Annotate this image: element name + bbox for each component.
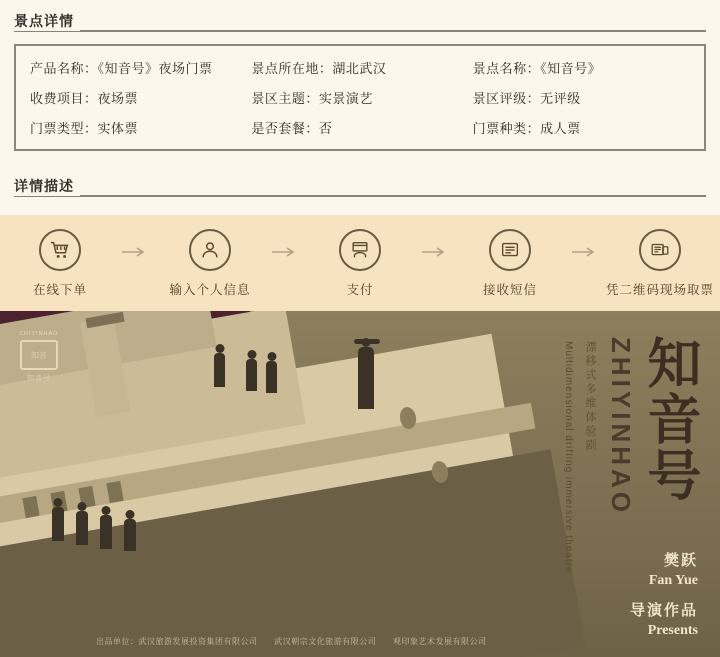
poster-subtitle-cn: 漂移式多维体验剧	[584, 341, 596, 453]
figure-head	[78, 502, 87, 511]
info-cell-ticket-category	[473, 118, 690, 137]
info-cell-theme	[251, 88, 468, 107]
figure-head	[215, 344, 224, 353]
info-cell-location	[251, 58, 468, 77]
step-label: 凭二维码现场取票	[606, 282, 715, 297]
figure-hat	[354, 339, 380, 344]
info-label: 收费项目：	[30, 91, 98, 106]
passenger-figure	[246, 359, 257, 391]
figure-head	[102, 506, 111, 515]
footer-credit-2: 武汉朝宗文化旅游有限公司	[274, 637, 377, 646]
step-label: 输入个人信息	[169, 282, 251, 297]
passenger-figure	[214, 353, 225, 387]
logo-top-text: ZHIYINHAO	[19, 331, 59, 337]
credit-role-cn: 导演作品	[629, 602, 698, 619]
passenger-figure	[76, 511, 88, 545]
section-header-attraction-details	[14, 0, 706, 36]
info-label: 门票类型：	[30, 121, 98, 136]
info-value: 《知音号》	[540, 61, 602, 76]
step-online-order	[6, 229, 114, 298]
step-label: 支付	[346, 282, 374, 297]
credit-name-en: Fan Yue	[648, 573, 698, 588]
poster-subtitle-en: Multidimensional drifting immersive theatre	[563, 341, 574, 574]
info-value: 湖北武汉	[332, 61, 387, 76]
info-value: 实体票	[97, 121, 139, 136]
attraction-info-box	[14, 44, 706, 151]
figure-head	[247, 350, 256, 359]
poster-title-latin: ZHIYINHAO	[606, 337, 636, 516]
section-header-description	[14, 171, 706, 201]
passenger-figure	[100, 515, 112, 549]
passenger-figure	[52, 507, 64, 541]
arrow-right-icon	[264, 247, 306, 257]
figure-head	[267, 352, 276, 361]
credit-name-cn: 樊跃	[663, 552, 698, 569]
credit-role-en: Presents	[647, 623, 698, 638]
step-label: 在线下单	[32, 282, 87, 297]
passenger-figure	[124, 519, 136, 551]
arrow-right-icon	[414, 247, 456, 257]
purchase-steps-band	[0, 215, 720, 311]
brand-logo	[16, 331, 62, 383]
attraction-info-grid	[30, 58, 690, 137]
passenger-figure-main	[358, 347, 374, 409]
arrow-right-icon	[114, 247, 156, 257]
info-cell-rating	[473, 88, 690, 107]
poster-image	[0, 311, 720, 657]
info-label: 景点所在地：	[251, 61, 333, 76]
poster-credit-director	[630, 599, 698, 639]
info-value: 实景演艺	[318, 91, 373, 106]
info-label: 景点名称：	[472, 61, 541, 76]
poster-footer-credits	[96, 636, 500, 647]
step-receive-sms	[456, 229, 564, 298]
info-cell-charge-item	[30, 88, 247, 107]
info-label: 门票种类：	[472, 121, 541, 136]
arrow-right-icon	[564, 247, 606, 257]
shopping-cart-icon	[39, 229, 81, 271]
footer-credit-1: 出品单位：武汉旅游发展投资集团有限公司	[96, 637, 258, 646]
info-label: 景区评级：	[472, 91, 541, 106]
info-value: 无评级	[540, 91, 581, 106]
qrcode-ticket-icon	[639, 229, 681, 271]
info-value: 否	[318, 121, 333, 136]
figure-head	[54, 498, 63, 507]
user-profile-icon	[189, 229, 231, 271]
info-cell-is-package	[251, 118, 468, 137]
step-payment	[306, 229, 414, 298]
poster-title-cn: 知音号	[640, 335, 700, 503]
info-label: 是否套餐：	[251, 121, 319, 136]
step-qrcode-pickup	[606, 229, 714, 298]
figure-head	[126, 510, 135, 519]
logo-mark: 知音	[20, 340, 58, 370]
description-title: 详情描述	[14, 176, 80, 196]
info-cell-attraction-name	[473, 58, 690, 77]
step-enter-personal-info	[156, 229, 264, 298]
heading-rule	[14, 30, 706, 32]
passenger-figure	[266, 361, 277, 393]
info-value: 成人票	[540, 121, 581, 136]
footer-credit-3: 观印象艺术发展有限公司	[392, 637, 487, 646]
poster-credit-performer	[649, 549, 698, 589]
info-label: 产品名称：	[30, 61, 98, 76]
payment-hand-card-icon	[339, 229, 381, 271]
info-value: 《知音号》夜场门票	[97, 61, 213, 76]
info-label: 景区主题：	[251, 91, 319, 106]
info-cell-product-name	[30, 58, 247, 77]
step-label: 接收短信	[482, 282, 537, 297]
heading-rule	[14, 195, 706, 197]
logo-bottom-text: 知音号	[27, 375, 51, 382]
page-title: 景点详情	[14, 11, 80, 31]
sms-message-icon	[489, 229, 531, 271]
info-value: 夜场票	[97, 91, 139, 106]
info-cell-ticket-type	[30, 118, 247, 137]
